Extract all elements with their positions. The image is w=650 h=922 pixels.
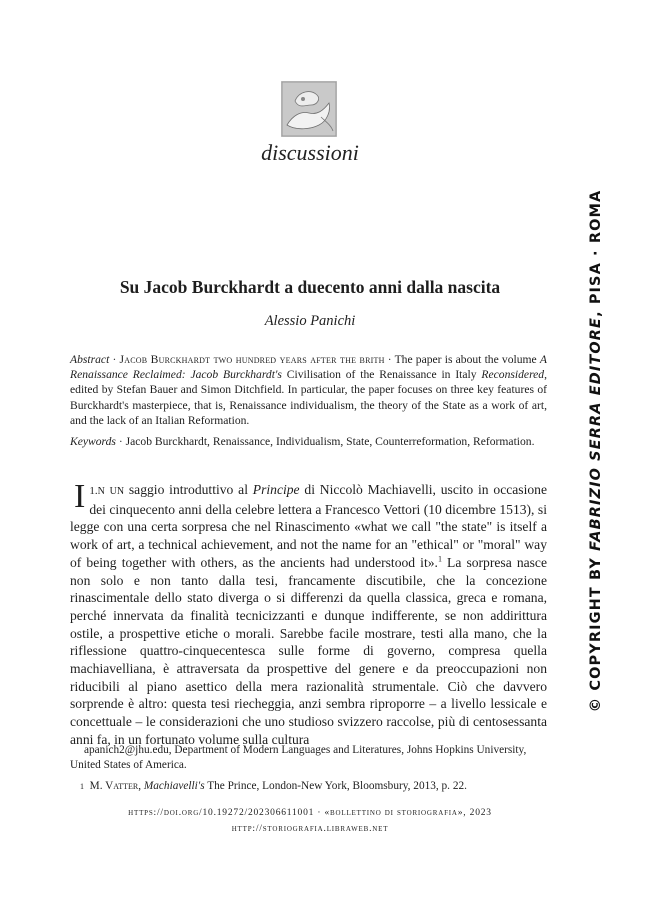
abstract-text: Civilisation of the Renaissance in Italy — [281, 368, 482, 382]
abstract-book-title: Reconsidered — [481, 368, 545, 382]
abstract-label: Abstract — [70, 353, 110, 366]
paragraph — [70, 478, 548, 749]
copyright-suffix: , PISA · ROMA — [588, 189, 604, 317]
small-caps-opening: n un — [97, 482, 125, 497]
body-text-run: La sorpresa nasce non solo e non tanto dalla tesi, francamente discutibile, che la concezione rinascimentale dello stato diverga o si differenzi da quella classica, greca e romana, perché innervata da finalità tecnicizzanti e dunque indifferente, se non addirittura ostile, a prospettive etiche o morali. Sarebbe facile mostrare, testi alla mano, che la riflessione quattro-cinquecentesca sulle forme di governo, compresa quella machiavelliana, è attraversata da prospettive del genere e da preoccupazioni non riducibili al piano asettico della mera razionalità strumentale. Ciò che davvero sorprende è altro: questa tesi riecheggia, anzi sembra riproporre – a livello lessicale e concettuale – le considerazioni che uno studioso svizzero raccolse, più di centosessanta anni fa, in un fortunato volume sulla cultura — [70, 554, 548, 747]
book-title: Principe — [252, 482, 300, 497]
copyright-notice — [588, 190, 604, 713]
copyright-prefix: © COPYRIGHT BY — [588, 550, 604, 713]
abstract-english-title: Jacob Burckhardt two hundred years after the brith — [119, 353, 385, 366]
abstract-text: , edited by Stefan Bauer and Simon Ditchfield. In particular, the paper focuses on three key features of Burckhardt's masterpiece, that is, Renaissance individualism, the theory of the State as a work of art, and the lack of an Italian Reformation. — [70, 368, 547, 427]
body-text — [70, 478, 548, 749]
footnote-ref[interactable]: 1 — [437, 554, 442, 564]
body-text-run: di Niccolò Machiavelli, uscito in occasione dei cinquecento anni della celebre lettera a Francesco Vettori (10 dicembre 1513), si legge con una certa sorpresa che nel Rinascimento «what we call "the state" is itself a work of art, a technical achievement, and not the name for an "ethical" or "moral" way of being together with others, as the ancients had understood it». — [70, 482, 547, 570]
author-affiliation: apanich2@jhu.edu, Department of Modern Languages and Literatures, Johns Hopkins University, United States of America. — [70, 744, 527, 771]
section-number: 1. — [89, 485, 98, 497]
footnote-book: Machiavelli's — [143, 780, 205, 792]
drop-cap: I — [74, 478, 86, 515]
abstract-separator: · — [109, 353, 120, 366]
journal-url[interactable]: http://storiografia.libraweb.net — [231, 824, 389, 834]
keywords-text: · Jacob Burckhardt, Renaissance, Individualism, State, Counterreformation, Reformation. — [115, 435, 535, 448]
section-heading: discussioni — [261, 140, 359, 165]
keywords — [70, 434, 547, 449]
footnote-text: The Prince, London-New York, Bloomsbury, 2013, p. 22. — [204, 780, 467, 792]
footnote-1 — [70, 779, 547, 794]
footnote-mark: 1 — [80, 782, 84, 791]
article-title: Su Jacob Burckhardt a duecento anni dalla nascita — [119, 277, 501, 297]
footnotes — [70, 743, 547, 794]
article-author: Alessio Panichi — [264, 313, 356, 329]
body-text-run: saggio introduttivo al — [124, 482, 253, 497]
doi-line[interactable]: https://doi.org/10.19272/202306611001 · «bollettino di storiografia», 2023 — [128, 808, 492, 818]
abstract — [70, 352, 547, 428]
keywords-label: Keywords — [70, 435, 116, 448]
footnote-author: M. Vatter — [89, 780, 139, 792]
abstract-text: · The paper is about the volume — [384, 353, 540, 366]
footnote-separator: , — [138, 780, 144, 792]
abstract-book-title: A Renaissance Reclaimed: Jacob Burckhardt's — [70, 353, 547, 382]
publisher-logo — [281, 81, 337, 137]
copyright-publisher: FABRIZIO SERRA EDITORE — [588, 316, 604, 551]
